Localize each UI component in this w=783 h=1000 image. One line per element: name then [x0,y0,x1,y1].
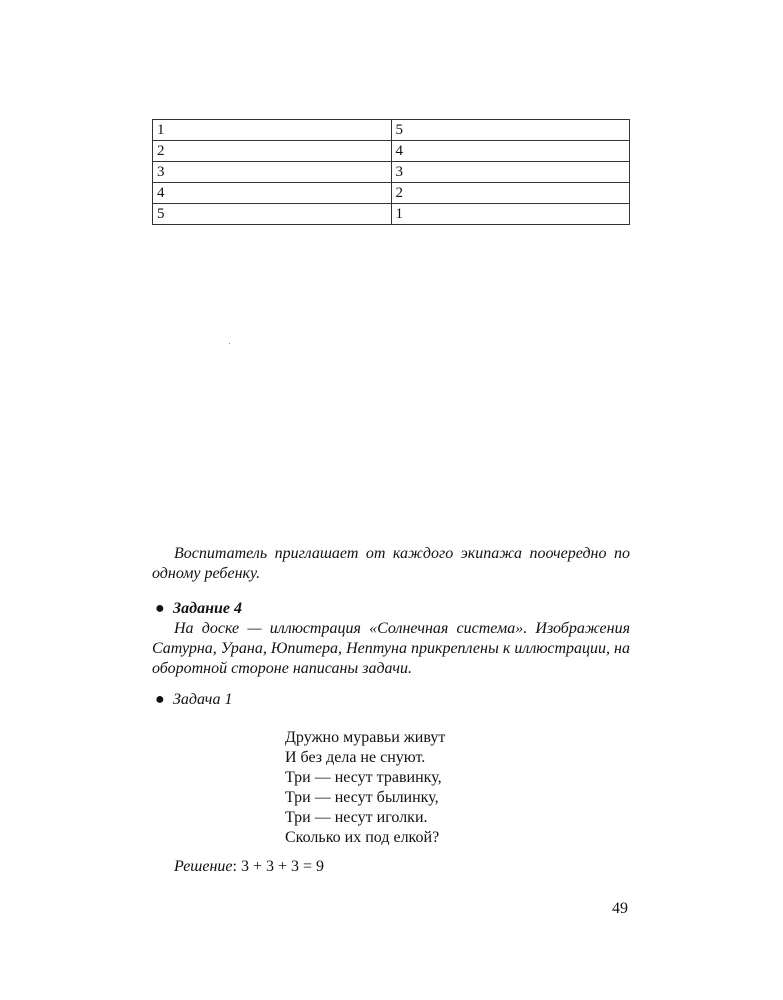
table-cell: 3 [153,162,392,183]
solution-value: : 3 + 3 + 3 = 9 [232,858,325,875]
bullet-icon: ● [155,600,165,617]
poem-line: Три — несут иголки. [285,809,428,826]
table-row [153,120,630,141]
table-cell: 5 [153,204,392,225]
table-cell: 4 [153,183,392,204]
table-cell: 2 [153,141,392,162]
number-table [152,119,630,225]
table-cell: 1 [391,204,630,225]
task4-title: Задание 4 [173,600,242,617]
table-row [153,183,630,204]
poem-line: Сколько их под елкой? [285,829,440,846]
table-row [153,204,630,225]
table-cell: 4 [391,141,630,162]
solution-label: Решение [174,858,233,875]
task4-body: На доске — иллюстрация «Солнечная система». Изображения Сатурна, Урана, Юпитера, Нептуна прикреплены к иллюстрации, на оборотной стороне написаны задачи. [152,620,630,677]
table-cell: 3 [391,162,630,183]
table-cell: 2 [391,183,630,204]
intro-paragraph: Воспитатель приглашает от каждого экипажа поочередно по одному ребенку. [152,545,630,582]
problem1-title: Задача 1 [173,691,233,708]
table-row [153,141,630,162]
bullet-icon: ● [155,691,165,708]
task4-heading [155,599,242,619]
poem-line: Три — несут былинку, [285,789,439,806]
poem-line: И без дела не снуют. [285,749,426,766]
table-cell: 5 [391,120,630,141]
poem-line: Три — несут травинку, [285,769,442,786]
problem1-heading [155,690,232,710]
table-row [153,162,630,183]
poem-line: Дружно муравьи живут [285,729,446,746]
stray-dot [229,343,230,344]
page-number: 49 [612,900,628,917]
poem [285,728,445,848]
table-cell: 1 [153,120,392,141]
solution-line [174,857,324,877]
